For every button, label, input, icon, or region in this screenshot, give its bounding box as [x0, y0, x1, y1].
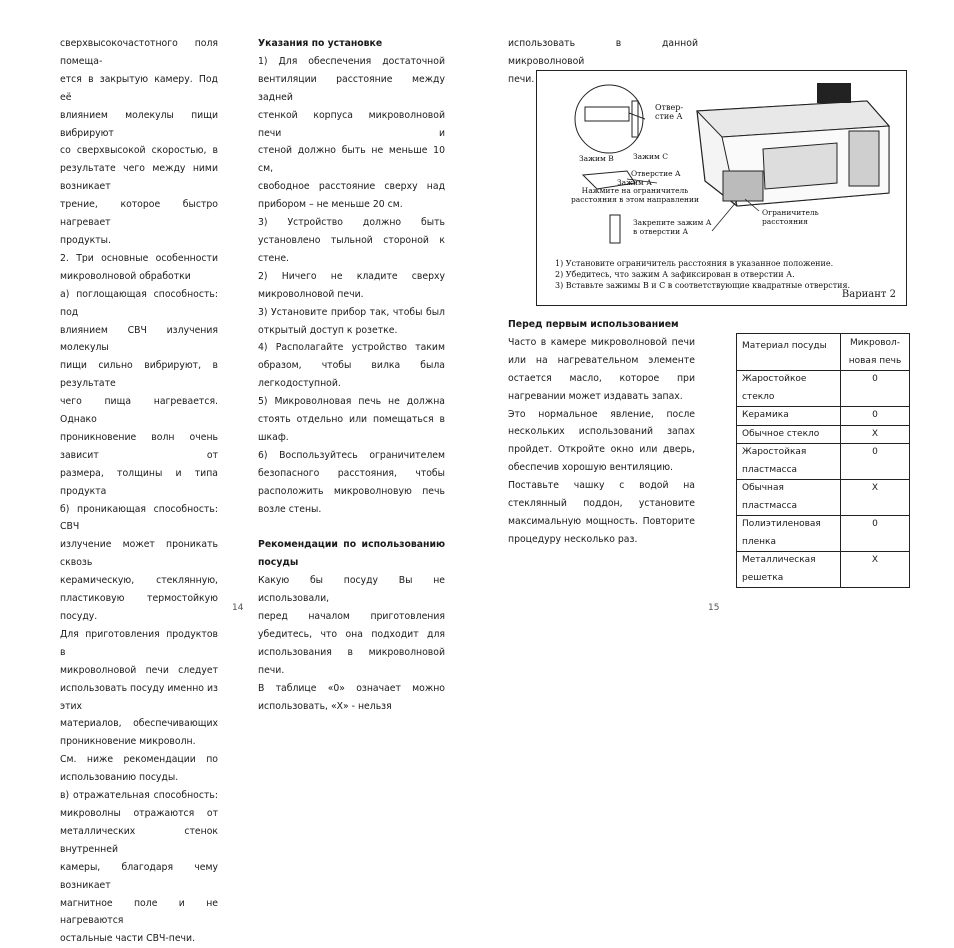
- label-press-limiter: Нажмите на ограничитель расстояния в этом направлении: [571, 186, 700, 204]
- microwave-value-cell: 0: [841, 407, 910, 426]
- limiter-mount: [723, 171, 763, 201]
- table-row: [737, 425, 910, 444]
- text-line: результате чего между ними возникает: [60, 163, 218, 193]
- microwave-value-cell: X: [841, 480, 910, 516]
- text-line: стеклянный поддон, установите: [508, 498, 695, 510]
- text-line: легкодоступной.: [258, 378, 341, 390]
- microwave-window: [763, 143, 837, 189]
- first-use-text: [508, 334, 695, 549]
- cookware-table: [736, 333, 910, 588]
- text-line: остается масло, которое при: [508, 372, 695, 384]
- page14-column-2: [258, 35, 445, 716]
- table-row: [737, 516, 910, 552]
- text-line: установлено тыльной стороной к стене.: [258, 234, 445, 264]
- header-material: Материал посуды: [737, 334, 841, 371]
- page14-column-1: [60, 35, 218, 948]
- instruction-1: 1) Установите ограничитель расстояния в указанное положение.: [555, 259, 834, 268]
- text-line: прибором – не меньше 20 см.: [258, 199, 403, 211]
- text-line: б) проникающая способность: СВЧ: [60, 503, 218, 533]
- variant-label: Вариант 2: [841, 289, 896, 300]
- material-cell: Керамика: [737, 407, 841, 426]
- text-line: со сверхвысокой скоростью, в: [60, 145, 218, 157]
- text-line: стеной должно быть не меньше 10 см,: [258, 145, 445, 175]
- cookware-heading: [258, 536, 445, 572]
- text-line: нескольких использований запах: [508, 426, 695, 438]
- text-line: Какую бы посуду Вы не использовали,: [258, 575, 445, 605]
- clamp-a-sketch: [610, 215, 620, 243]
- text-line: остальные части СВЧ-печи.: [60, 933, 196, 945]
- installation-heading: Указания по установке: [258, 38, 383, 49]
- text-line: трение, которое быстро нагревает: [60, 199, 218, 229]
- label-hole-a: Отверстие А: [631, 169, 681, 178]
- microwave-value-cell: 0: [841, 371, 910, 407]
- table-row: [737, 371, 910, 407]
- text-line: керамическую, стеклянную,: [60, 575, 218, 587]
- page-number-15: 15: [708, 603, 720, 613]
- text-line: свободное расстояние сверху над: [258, 181, 445, 193]
- page-number-14: 14: [232, 603, 244, 613]
- text-line: камеры, благодаря чему возникает: [60, 861, 218, 891]
- text-line: открытый доступ к розетке.: [258, 324, 398, 336]
- label-limiter: Ограничитель расстояния: [762, 208, 819, 226]
- text-line: 6) Воспользуйтесь ограничителем: [258, 449, 445, 461]
- instruction-2: 2) Убедитесь, что зажим А зафиксирован в отверстии А.: [555, 270, 795, 279]
- installation-figure: [536, 70, 907, 306]
- text-line: безопасного расстояния, чтобы: [258, 467, 445, 479]
- text-line: а) поглощающая способность: под: [60, 288, 218, 318]
- text-line: стоять отдельно или помещаться в: [258, 414, 445, 426]
- text-line: 4) Располагайте устройство таким: [258, 342, 445, 354]
- text-line: в) отражательная способность:: [60, 790, 218, 802]
- text-line: Это нормальное явление, после: [508, 408, 695, 420]
- label-fix-clamp: Закрепите зажим А в отверстии А: [633, 218, 712, 236]
- label-clamp-a: Зажим А: [617, 178, 652, 187]
- text-line: убедитесь, что она подходит для: [258, 629, 445, 640]
- limiter-part: [585, 107, 629, 121]
- text-line: 2) Ничего не кладите сверху: [258, 270, 445, 282]
- text-line: влиянием СВЧ излучения молекулы: [60, 324, 218, 354]
- text-line: стенкой корпуса микроволновой печи и: [258, 109, 445, 139]
- text-line: расположить микроволновую печь: [258, 485, 445, 497]
- microwave-value-cell: 0: [841, 516, 910, 552]
- text-line: использовать, «X» - нельзя: [258, 700, 392, 712]
- text-line: возле стены.: [258, 503, 322, 515]
- header-microwave: Микровол- новая печь: [841, 334, 910, 371]
- label-opening-a: Отвер- стие А: [655, 103, 684, 121]
- text-line: магнитное поле и не нагреваются: [60, 897, 218, 927]
- material-cell: Жаростойкая пластмасса: [737, 444, 841, 480]
- text-line: процедуру несколько раз.: [508, 533, 638, 545]
- microwave-value-cell: X: [841, 552, 910, 588]
- cookware-heading-line1: Рекомендации по использованию: [258, 539, 445, 551]
- text-line: проникновение волн очень зависит от: [60, 431, 218, 461]
- text-line: продукты.: [60, 234, 111, 246]
- page15-first-use: [508, 316, 695, 549]
- text-line: Поставьте чашку с водой на: [508, 480, 695, 492]
- table-header-row: [737, 334, 910, 371]
- microwave-value-cell: 0: [841, 444, 910, 480]
- text-line: проникновение микроволн.: [60, 736, 196, 748]
- first-use-heading: Перед первым использованием: [508, 319, 679, 330]
- text-line: шкаф.: [258, 431, 289, 443]
- text-line: нагревании может издавать запах.: [508, 390, 683, 402]
- text-line: вентиляции расстояние между задней: [258, 73, 445, 103]
- cookware-heading-line2: посуды: [258, 557, 299, 569]
- material-cell: Металлическая решетка: [737, 552, 841, 588]
- text-line: перед началом приготовления: [258, 611, 445, 623]
- material-cell: Жаростойкое стекло: [737, 371, 841, 407]
- microwave-value-cell: X: [841, 425, 910, 444]
- instruction-3: 3) Вставьте зажимы В и С в соответствующие квадратные отверстия.: [555, 281, 851, 290]
- text-line: металлических стенок внутренней: [60, 825, 218, 855]
- text-line: микроволны отражаются от: [60, 807, 218, 819]
- text-line: пройдет. Откройте окно или дверь,: [508, 444, 695, 456]
- label-clamp-b: Зажим В: [579, 154, 614, 163]
- text-line: чего пища нагревается. Однако: [60, 396, 218, 426]
- text-line: 5) Микроволновая печь не должна: [258, 396, 445, 408]
- text-line: ется в закрытую камеру. Под её: [60, 73, 218, 103]
- text-line: обеспечив хорошую вентиляцию.: [508, 462, 674, 474]
- text-line: образом, чтобы вилка была: [258, 360, 445, 372]
- microwave-panel: [849, 131, 879, 186]
- table-row: [737, 480, 910, 516]
- text-line: сверхвысокочастотного поля помеща-: [60, 38, 218, 67]
- text-line: В таблице «0» означает можно: [258, 682, 445, 694]
- text-line: влиянием молекулы пищи вибрируют: [60, 109, 218, 139]
- intro-line-2: печи.: [508, 73, 535, 85]
- text-line: использованию посуды.: [60, 772, 179, 784]
- text-line: использования в микроволновой печи.: [258, 646, 445, 676]
- material-cell: Полиэтиленовая пленка: [737, 516, 841, 552]
- text-line: максимальную мощность. Повторите: [508, 515, 695, 527]
- table-row: [737, 407, 910, 426]
- text-line: использовать посуду именно из этих: [60, 682, 218, 712]
- text-line: размера, толщины и типа продукта: [60, 467, 218, 497]
- text-line: 3) Устройство должно быть: [258, 217, 445, 229]
- table-row: [737, 552, 910, 588]
- table-row: [737, 444, 910, 480]
- text-line: Для приготовления продуктов в: [60, 628, 218, 658]
- text-line: или на нагревательном элементе: [508, 354, 695, 366]
- intro-line-1: использовать в данной микроволновой: [508, 38, 698, 67]
- label-clamp-c: Зажим С: [633, 152, 668, 161]
- bracket-part: [632, 101, 638, 137]
- cookware-text: [258, 572, 445, 715]
- text-line: микроволновой печи следует: [60, 664, 218, 676]
- microwave-vent: [817, 83, 851, 103]
- text-line: материалов, обеспечивающих: [60, 718, 218, 730]
- text-line: излучение может проникать сквозь: [60, 539, 218, 569]
- text-line: пластиковую термостойкую посуду.: [60, 593, 218, 622]
- text-line: Часто в камере микроволновой печи: [508, 336, 695, 348]
- text-line: 1) Для обеспечения достаточной: [258, 55, 445, 67]
- text-line: 3) Установите прибор так, чтобы был: [258, 306, 445, 318]
- text-line: 2. Три основные особенности: [60, 252, 218, 264]
- material-cell: Обычное стекло: [737, 425, 841, 444]
- text-line: микроволновой обработки: [60, 270, 191, 282]
- text-line: микроволновой печи.: [258, 288, 364, 300]
- installation-text: [258, 53, 445, 519]
- text-line: пищи сильно вибрируют, в результате: [60, 360, 218, 390]
- text-line: См. ниже рекомендации по: [60, 754, 218, 766]
- material-cell: Обычная пластмасса: [737, 480, 841, 516]
